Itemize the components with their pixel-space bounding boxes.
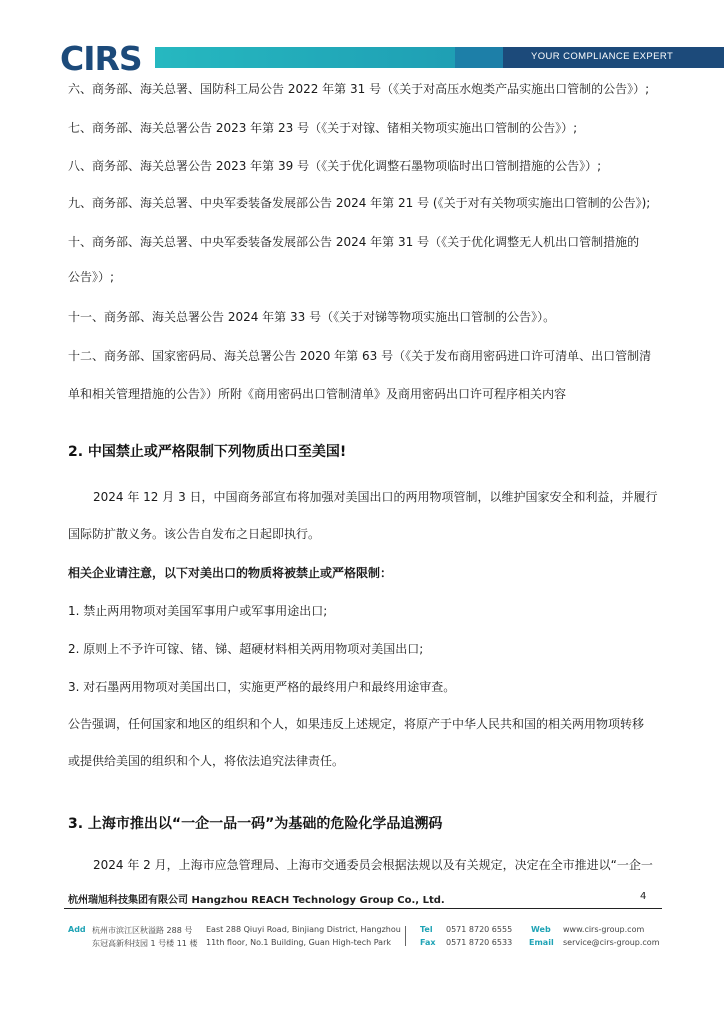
list-item: 十二、商务部、国家密码局、海关总署公告 2020 年第 63 号（《关于发布商用密码进口许可清单、出口管制清	[68, 349, 652, 363]
list-item-continued: 公告》）;	[68, 270, 115, 284]
footer-company: 杭州瑞旭科技集团有限公司 Hangzhou REACH Technology Group Co., Ltd.	[68, 895, 445, 906]
list-item: 七、商务部、海关总署公告 2023 年第 23 号（《关于对镓、锗相关物项实施出口管制的公告》）;	[68, 121, 578, 135]
paragraph: 2024 年 12 月 3 日，中国商务部宣布将加强对美国出口的两用物项管制，以维护国家安全和利益，并履行	[93, 490, 658, 504]
header-bar-teal	[155, 47, 455, 68]
paragraph: 或提供给美国的组织和个人，将依法追究法律责任。	[68, 754, 345, 768]
list-item-continued: 单和相关管理措施的公告》）所附《商用密码出口管制清单》及商用密码出口许可程序相关内容	[68, 387, 567, 401]
address-en-line2: 11th floor, No.1 Building, Guan High-tech Park	[206, 938, 392, 947]
email-label: Email	[529, 938, 554, 947]
page-number: 4	[640, 891, 647, 902]
restriction-item: 1. 禁止两用物项对美国军事用户或军事用途出口;	[68, 604, 328, 618]
section-3-heading: 3. 上海市推出以“一企一品一码”为基础的危险化学品追溯码	[68, 816, 443, 832]
list-item: 十、商务部、海关总署、中央军委装备发展部公告 2024 年第 31 号（《关于优化调整无人机出口管制措施的	[68, 235, 640, 249]
restriction-item: 2. 原则上不予许可镓、锗、锑、超硬材料相关两用物项对美国出口;	[68, 642, 424, 656]
fax-number: 0571 8720 6533	[446, 938, 513, 947]
footer-divider	[64, 908, 662, 909]
header-tagline: YOUR COMPLIANCE EXPERT	[531, 51, 674, 62]
list-item: 十一、商务部、海关总署公告 2024 年第 33 号（《关于对锑等物项实施出口管制的公告》）。	[68, 310, 556, 324]
web-label: Web	[531, 925, 551, 934]
paragraph: 公告强调，任何国家和地区的组织和个人，如果违反上述规定，将原产于中华人民共和国的相关两用物项转移	[68, 717, 645, 731]
email-link[interactable]: service@cirs-group.com	[563, 938, 660, 947]
section-2-heading: 2. 中国禁止或严格限制下列物质出口至美国!	[68, 444, 347, 460]
fax-label: Fax	[420, 938, 436, 947]
paragraph: 国际防扩散义务。该公告自发布之日起即执行。	[68, 527, 321, 541]
logo-text: CIRS	[60, 42, 142, 74]
web-link[interactable]: www.cirs-group.com	[563, 925, 645, 934]
list-item: 八、商务部、海关总署公告 2023 年第 39 号（《关于优化调整石墨物项临时出口管制措施的公告》）;	[68, 159, 602, 173]
list-item: 六、商务部、海关总署、国防科工局公告 2022 年第 31 号（《关于对高压水炮类产品实施出口管制的公告》）;	[68, 82, 650, 96]
header-bar-blue	[455, 47, 503, 68]
address-cn-line2: 东冠高新科技园 1 号楼 11 楼	[92, 939, 198, 948]
cirs-logo	[60, 42, 152, 74]
paragraph: 2024 年 2 月，上海市应急管理局、上海市交通委员会根据法规以及有关规定，决定在全市推进以“一企一	[93, 858, 653, 872]
tel-label: Tel	[420, 925, 433, 934]
footer-separator	[405, 926, 406, 946]
restriction-item: 3. 对石墨两用物项对美国出口，实施更严格的最终用户和最终用途审查。	[68, 680, 456, 694]
address-cn-line1: 杭州市滨江区秋溢路 288 号	[92, 926, 193, 935]
notice-text: 相关企业请注意，以下对美出口的物质将被禁止或严格限制：	[68, 566, 393, 580]
address-label: Add	[68, 925, 86, 934]
tel-number: 0571 8720 6555	[446, 925, 513, 934]
address-en-line1: East 288 Qiuyi Road, Binjiang District, Hangzhou	[206, 925, 401, 934]
list-item: 九、商务部、海关总署、中央军委装备发展部公告 2024 年第 21 号 (《关于对有关物项实施出口管制的公告》);	[68, 196, 651, 210]
